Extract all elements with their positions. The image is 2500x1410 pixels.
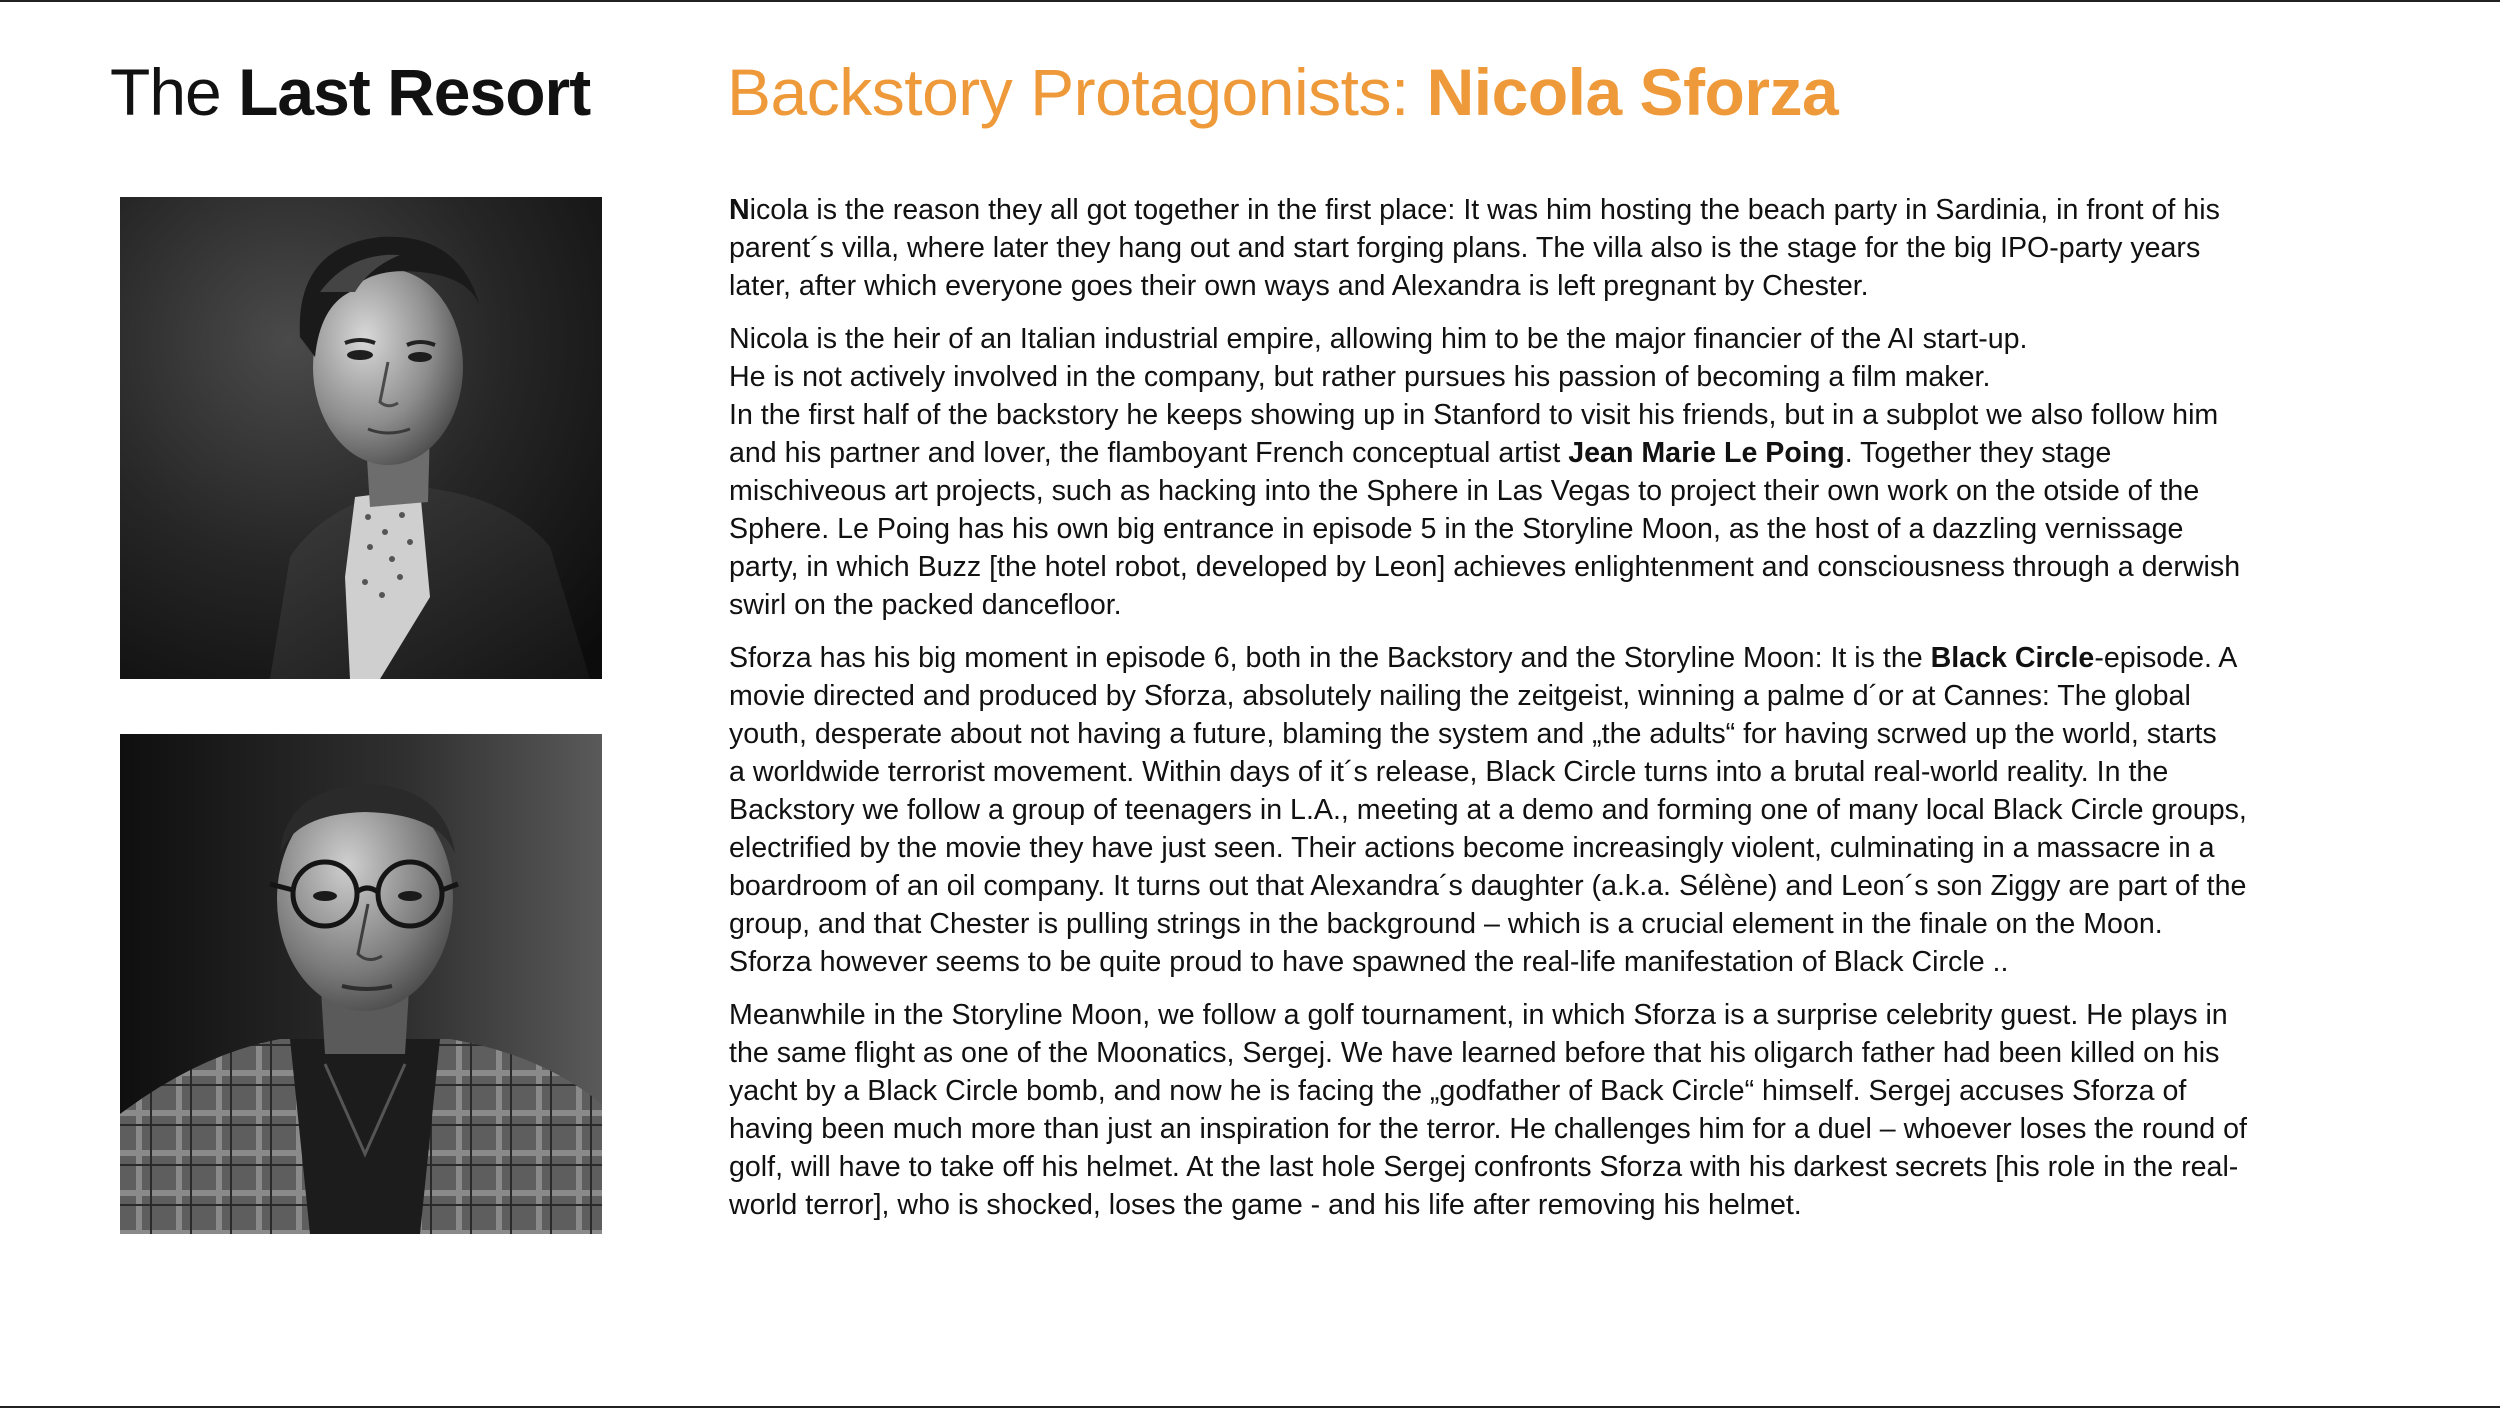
text-line: He is not actively involved in the company, but rather pursues his passion of becoming a film maker.: [729, 361, 1991, 393]
text-line: mischiveous art projects, such as hacking into the Sphere in Las Vegas to project their own work on the otside of the: [729, 475, 2200, 507]
text-line: Backstory we follow a group of teenagers in L.A., meeting at a demo and forming one of many local Black Circle groups,: [729, 794, 2247, 826]
young-nicola-portrait: [120, 197, 602, 679]
brand-title-light: The: [110, 55, 239, 129]
text-line: Nicola is the heir of an Italian industrial empire, allowing him to be the major financier of the AI start-up.: [729, 323, 2028, 355]
text-line: parent´s villa, where later they hang out and start forging plans. The villa also is the stage for the big IPO-party years: [729, 232, 2201, 264]
text-span: icola is the reason they all got together in the first place: It was him hosting the beach party in Sardinia, in front of his: [749, 194, 2220, 226]
paragraph-3: [729, 639, 2349, 981]
text-line: youth, desperate about not having a future, blaming the system and „the adults“ for having scrwed up the world, starts: [729, 718, 2217, 750]
text-span: and his partner and lover, the flamboyant French conceptual artist: [729, 437, 1569, 469]
text-span: -episode. A: [2094, 642, 2238, 674]
paragraph-1: [729, 191, 2349, 305]
text-line: party, in which Buzz [the hotel robot, developed by Leon] achieves enlightenment and consciousness through a derwish: [729, 551, 2241, 583]
text-line: the same flight as one of the Moonatics, Sergej. We have learned before that his oligarch father had been killed on his: [729, 1037, 2220, 1069]
text-line: yacht by a Black Circle bomb, and now he is facing the „godfather of Back Circle“ himself. Sergej accuses Sforza of: [729, 1075, 2187, 1107]
page-title: [727, 52, 1838, 132]
text-line: world terror], who is shocked, loses the game - and his life after removing his helmet.: [729, 1189, 1802, 1221]
text-line: Meanwhile in the Storyline Moon, we follow a golf tournament, in which Sforza is a surprise celebrity guest. He plays in: [729, 999, 2228, 1031]
older-sforza-portrait: [120, 734, 602, 1234]
text-line: In the first half of the backstory he keeps showing up in Stanford to visit his friends, but in a subplot we also follow him: [729, 399, 2219, 431]
paragraph-2: [729, 320, 2349, 624]
text-span: Sforza has his big moment in episode 6, both in the Backstory and the Storyline Moon: It is the: [729, 642, 1931, 674]
article-body: [729, 191, 2349, 1239]
paragraph-4: [729, 996, 2349, 1224]
page-title-name: Nicola Sforza: [1426, 55, 1839, 129]
text-line: movie directed and produced by Sforza, absolutely nailing the zeitgeist, winning a palme d´or at Cannes: The global: [729, 680, 2191, 712]
text-line: golf, will have to take off his helmet. At the last hole Sergej confronts Sforza with his darkest secrets [his role in the real-: [729, 1151, 2239, 1183]
artist-name: Jean Marie Le Poing: [1568, 437, 1845, 469]
drop-initial: N: [729, 194, 750, 226]
text-line: Sforza however seems to be quite proud to have spawned the real-life manifestation of Black Circle ..: [729, 946, 2009, 978]
top-rule: [0, 0, 2500, 2]
text-span: . Together they stage: [1844, 437, 2112, 469]
text-line: a worldwide terrorist movement. Within days of it´s release, Black Circle turns into a brutal real-world reality. In the: [729, 756, 2169, 788]
text-line: having been much more than just an inspiration for the terror. He challenges him for a duel – whoever loses the round of: [729, 1113, 2247, 1145]
black-circle-term: Black Circle: [1930, 642, 2095, 674]
text-line: Sphere. Le Poing has his own big entrance in episode 5 in the Storyline Moon, as the host of a dazzling vernissage: [729, 513, 2184, 545]
text-line: electrified by the movie they have just seen. Their actions become increasingly violent, culminating in a massacre in a: [729, 832, 2215, 864]
bottom-rule: [0, 1406, 2500, 1408]
brand-title-bold: Last Resort: [238, 55, 591, 129]
text-line: [729, 434, 2349, 472]
page-title-prefix: Backstory Protagonists:: [727, 55, 1427, 129]
text-line: [729, 639, 2349, 677]
text-line: group, and that Chester is pulling strings in the background – which is a crucial element in the finale on the Moon.: [729, 908, 2163, 940]
text-line: boardroom of an oil company. It turns out that Alexandra´s daughter (a.k.a. Sélène) and Leon´s son Ziggy are part of the: [729, 870, 2247, 902]
brand-title: [110, 52, 590, 132]
text-line: [729, 191, 2349, 229]
young-nicola-portrait-image: [120, 197, 602, 679]
text-line: later, after which everyone goes their own ways and Alexandra is left pregnant by Chester.: [729, 270, 1869, 302]
text-line: swirl on the packed dancefloor.: [729, 589, 1122, 621]
older-sforza-portrait-image: [120, 734, 602, 1234]
